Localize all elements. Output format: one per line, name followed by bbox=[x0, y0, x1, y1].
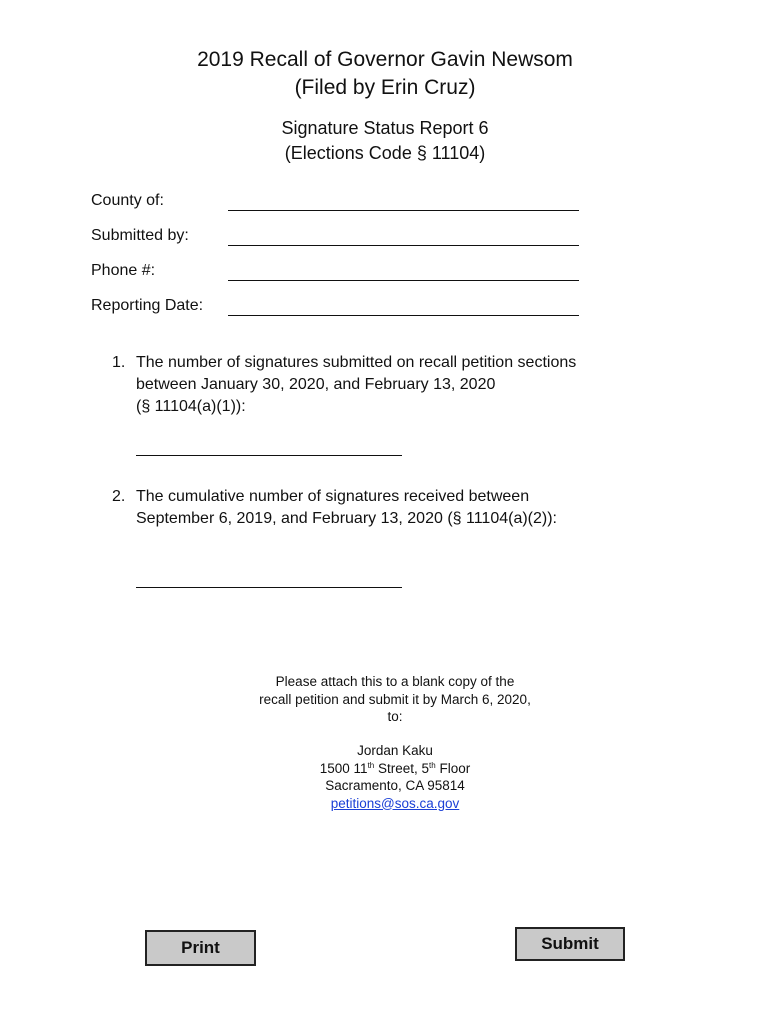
instructions-line-2: recall petition and submit it by March 6, 2020, bbox=[259, 691, 531, 707]
phone-label: Phone #: bbox=[91, 262, 156, 279]
subtitle-line-1: Signature Status Report 6 bbox=[281, 118, 489, 138]
submit-button[interactable]: Submit bbox=[515, 927, 625, 961]
question-2-answer-line[interactable] bbox=[136, 587, 402, 588]
question-1-line-1: The number of signatures submitted on recall petition sections bbox=[136, 354, 577, 371]
question-1-line-2: between January 30, 2020, and February 13, 2020 bbox=[136, 376, 496, 393]
submitted-by-field bbox=[91, 227, 591, 251]
county-label: County of: bbox=[91, 192, 164, 209]
question-2 bbox=[112, 486, 652, 530]
city-state-zip: Sacramento, CA 95814 bbox=[325, 778, 465, 793]
instructions-line-3: to: bbox=[387, 709, 403, 724]
submitted-by-input-line[interactable] bbox=[228, 245, 579, 246]
reporting-date-label: Reporting Date: bbox=[91, 297, 204, 314]
reporting-date-input-line[interactable] bbox=[228, 315, 579, 316]
question-2-text bbox=[136, 486, 652, 530]
question-1 bbox=[112, 352, 652, 418]
title-line-2: (Filed by Erin Cruz) bbox=[294, 76, 476, 99]
county-input-line[interactable] bbox=[228, 210, 579, 211]
submitted-by-label: Submitted by: bbox=[91, 227, 189, 244]
question-2-number: 2. bbox=[112, 488, 126, 505]
subtitle-line-2: (Elections Code § 11104) bbox=[284, 143, 486, 163]
title-line-1: 2019 Recall of Governor Gavin Newsom bbox=[197, 48, 573, 71]
question-1-line-3: (§ 11104(a)(1)): bbox=[136, 398, 246, 415]
question-1-text bbox=[136, 352, 652, 418]
question-2-line-1: The cumulative number of signatures received between bbox=[136, 488, 530, 505]
document-title bbox=[0, 46, 770, 102]
instructions-line-1: Please attach this to a blank copy of the bbox=[275, 674, 515, 689]
question-1-number: 1. bbox=[112, 354, 126, 371]
email-link[interactable]: petitions@sos.ca.gov bbox=[330, 795, 460, 811]
county-field bbox=[91, 192, 591, 216]
street-address: 1500 11th Street, 5th Floor bbox=[319, 760, 471, 776]
phone-field bbox=[91, 262, 591, 286]
question-1-answer-line[interactable] bbox=[136, 455, 402, 456]
print-button[interactable]: Print bbox=[145, 930, 256, 966]
document-subtitle bbox=[0, 116, 770, 166]
recipient-name: Jordan Kaku bbox=[357, 743, 433, 758]
question-2-line-2: September 6, 2019, and February 13, 2020 (§ 11104(a)(2)): bbox=[136, 510, 557, 527]
mailing-address bbox=[0, 742, 770, 812]
instructions bbox=[0, 673, 770, 726]
phone-input-line[interactable] bbox=[228, 280, 579, 281]
reporting-date-field bbox=[91, 297, 591, 321]
